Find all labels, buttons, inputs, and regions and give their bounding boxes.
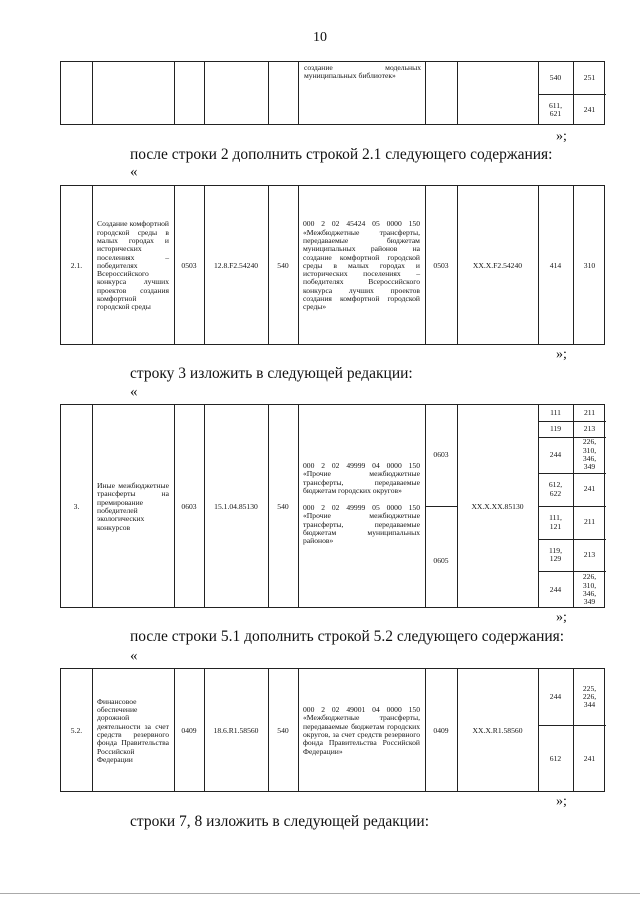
- row-number: 2.1.: [70, 260, 83, 270]
- cell-vr-code: 111, 121: [549, 513, 562, 531]
- cell-rz: 0503: [181, 260, 197, 270]
- cell-kosgu: 211: [583, 407, 596, 417]
- instruction-text: после строки 2 дополнить строкой 2.1 следующего содержания:: [130, 146, 553, 163]
- cell-csr2: XX.X.XX.85130: [471, 501, 524, 511]
- instruction-text: строки 7, 8 изложить в следующей редакции:: [130, 813, 430, 830]
- page-number: 10: [313, 30, 327, 45]
- cell-kosgu: 251: [583, 72, 596, 82]
- closing-quote: »;: [556, 794, 567, 809]
- cell-kbk: 000 2 02 45424 05 0000 150 «Межбюджетные трансферты, передаваемые бюджетам муниципальных районов на создание комфортной городской среды в малых городах и исторических поселениях – победителях Всероссийского конкурса лучших проектов создания комфортной городской среды»: [303, 219, 420, 312]
- cell-csr: 15.1.04.85130: [214, 501, 258, 511]
- cell-kosgu: 310: [583, 260, 596, 270]
- closing-quote: »;: [556, 347, 567, 362]
- cell-kosgu: 213: [583, 549, 596, 559]
- cell-vr-code: 119: [549, 423, 562, 433]
- cell-vr-code: 612: [549, 753, 562, 763]
- cell-csr2: XX.X.R1.58560: [472, 725, 523, 735]
- row-2-1-table: [60, 185, 605, 345]
- cell-kosgu: 241: [583, 753, 596, 763]
- row-5-2-table: [60, 668, 605, 792]
- opening-quote: «: [130, 164, 138, 180]
- cell-vr: 540: [277, 501, 289, 511]
- closing-quote: »;: [556, 129, 567, 144]
- row-number: 5.2.: [70, 725, 83, 735]
- row-name: Финансовое обеспечение дорожной деятельности за счет средств резервного фонда Правительства Российской Федерации: [97, 696, 169, 764]
- cell-rz: 0409: [181, 725, 197, 735]
- cell-kosgu: 226, 310, 346, 349: [582, 572, 597, 607]
- page-bottom-divider: [0, 893, 640, 894]
- instruction-text: после строки 5.1 дополнить строкой 5.2 следующего содержания:: [130, 628, 565, 645]
- cell-kbk-text: создание модельных муниципальных библиотек»: [304, 63, 421, 81]
- cell-kosgu: 241: [583, 484, 596, 494]
- cell-kbk: 000 2 02 49001 04 0000 150 «Межбюджетные трансферты, передаваемые бюджетам городских округов, за счет средств резервного фонда Правительства Российской Федерации»: [303, 705, 420, 756]
- cell-vr-code: 244: [549, 449, 562, 459]
- cell-rz2: 0409: [433, 725, 449, 735]
- cell-vr-code: 612, 622: [548, 480, 563, 498]
- cell-kbk-a: 000 2 02 49999 04 0000 150 «Прочие межбюджетные трансферты, передаваемые бюджетам городских округов»: [303, 461, 420, 495]
- continuation-table: [60, 61, 605, 125]
- cell-vr: 540: [277, 260, 289, 270]
- cell-kbk-b: 000 2 02 49999 05 0000 150 «Прочие межбюджетные трансферты, передаваемые бюджетам муниципальных районов»: [303, 503, 420, 546]
- cell-csr2: XX.X.F2.54240: [472, 260, 523, 270]
- row-number: 3.: [73, 501, 80, 511]
- cell-kosgu: 241: [583, 104, 596, 114]
- opening-quote: «: [130, 648, 138, 664]
- closing-quote: »;: [556, 610, 567, 625]
- cell-vr: 611, 621: [548, 100, 562, 118]
- cell-vr: 540: [277, 725, 289, 735]
- cell-vr-code: 414: [549, 260, 562, 270]
- row-name: Иные межбюджетные трансферты на премирование победителей экологических конкурсов: [97, 481, 169, 532]
- cell-csr: 12.8.F2.54240: [213, 260, 259, 270]
- cell-vr-code: 244: [549, 584, 562, 594]
- cell-csr: 18.6.R1.58560: [213, 725, 259, 735]
- cell-kosgu: 211: [583, 517, 596, 527]
- cell-vr-code: 244: [549, 691, 562, 701]
- cell-rz-b: 0605: [433, 555, 449, 565]
- cell-rz-a: 0603: [433, 449, 449, 459]
- cell-rz: 0603: [181, 501, 197, 511]
- cell-rz2: 0503: [433, 260, 449, 270]
- cell-kosgu: 226, 310, 346, 349: [582, 437, 597, 472]
- cell-kosgu: 213: [583, 423, 596, 433]
- instruction-text: строку 3 изложить в следующей редакции:: [130, 365, 413, 382]
- row-name: Создание комфортной городской среды в малых городах и исторических поселениях – победителях Всероссийского конкурса лучших проектов создания комфортной городской среды: [97, 219, 169, 312]
- opening-quote: «: [130, 384, 138, 400]
- cell-vr-code: 111: [550, 407, 561, 417]
- cell-vr-code: 119, 129: [548, 545, 562, 563]
- cell-kosgu: 225, 226, 344: [582, 683, 597, 710]
- cell-vr: 540: [549, 72, 562, 82]
- row-3-table: [60, 404, 605, 608]
